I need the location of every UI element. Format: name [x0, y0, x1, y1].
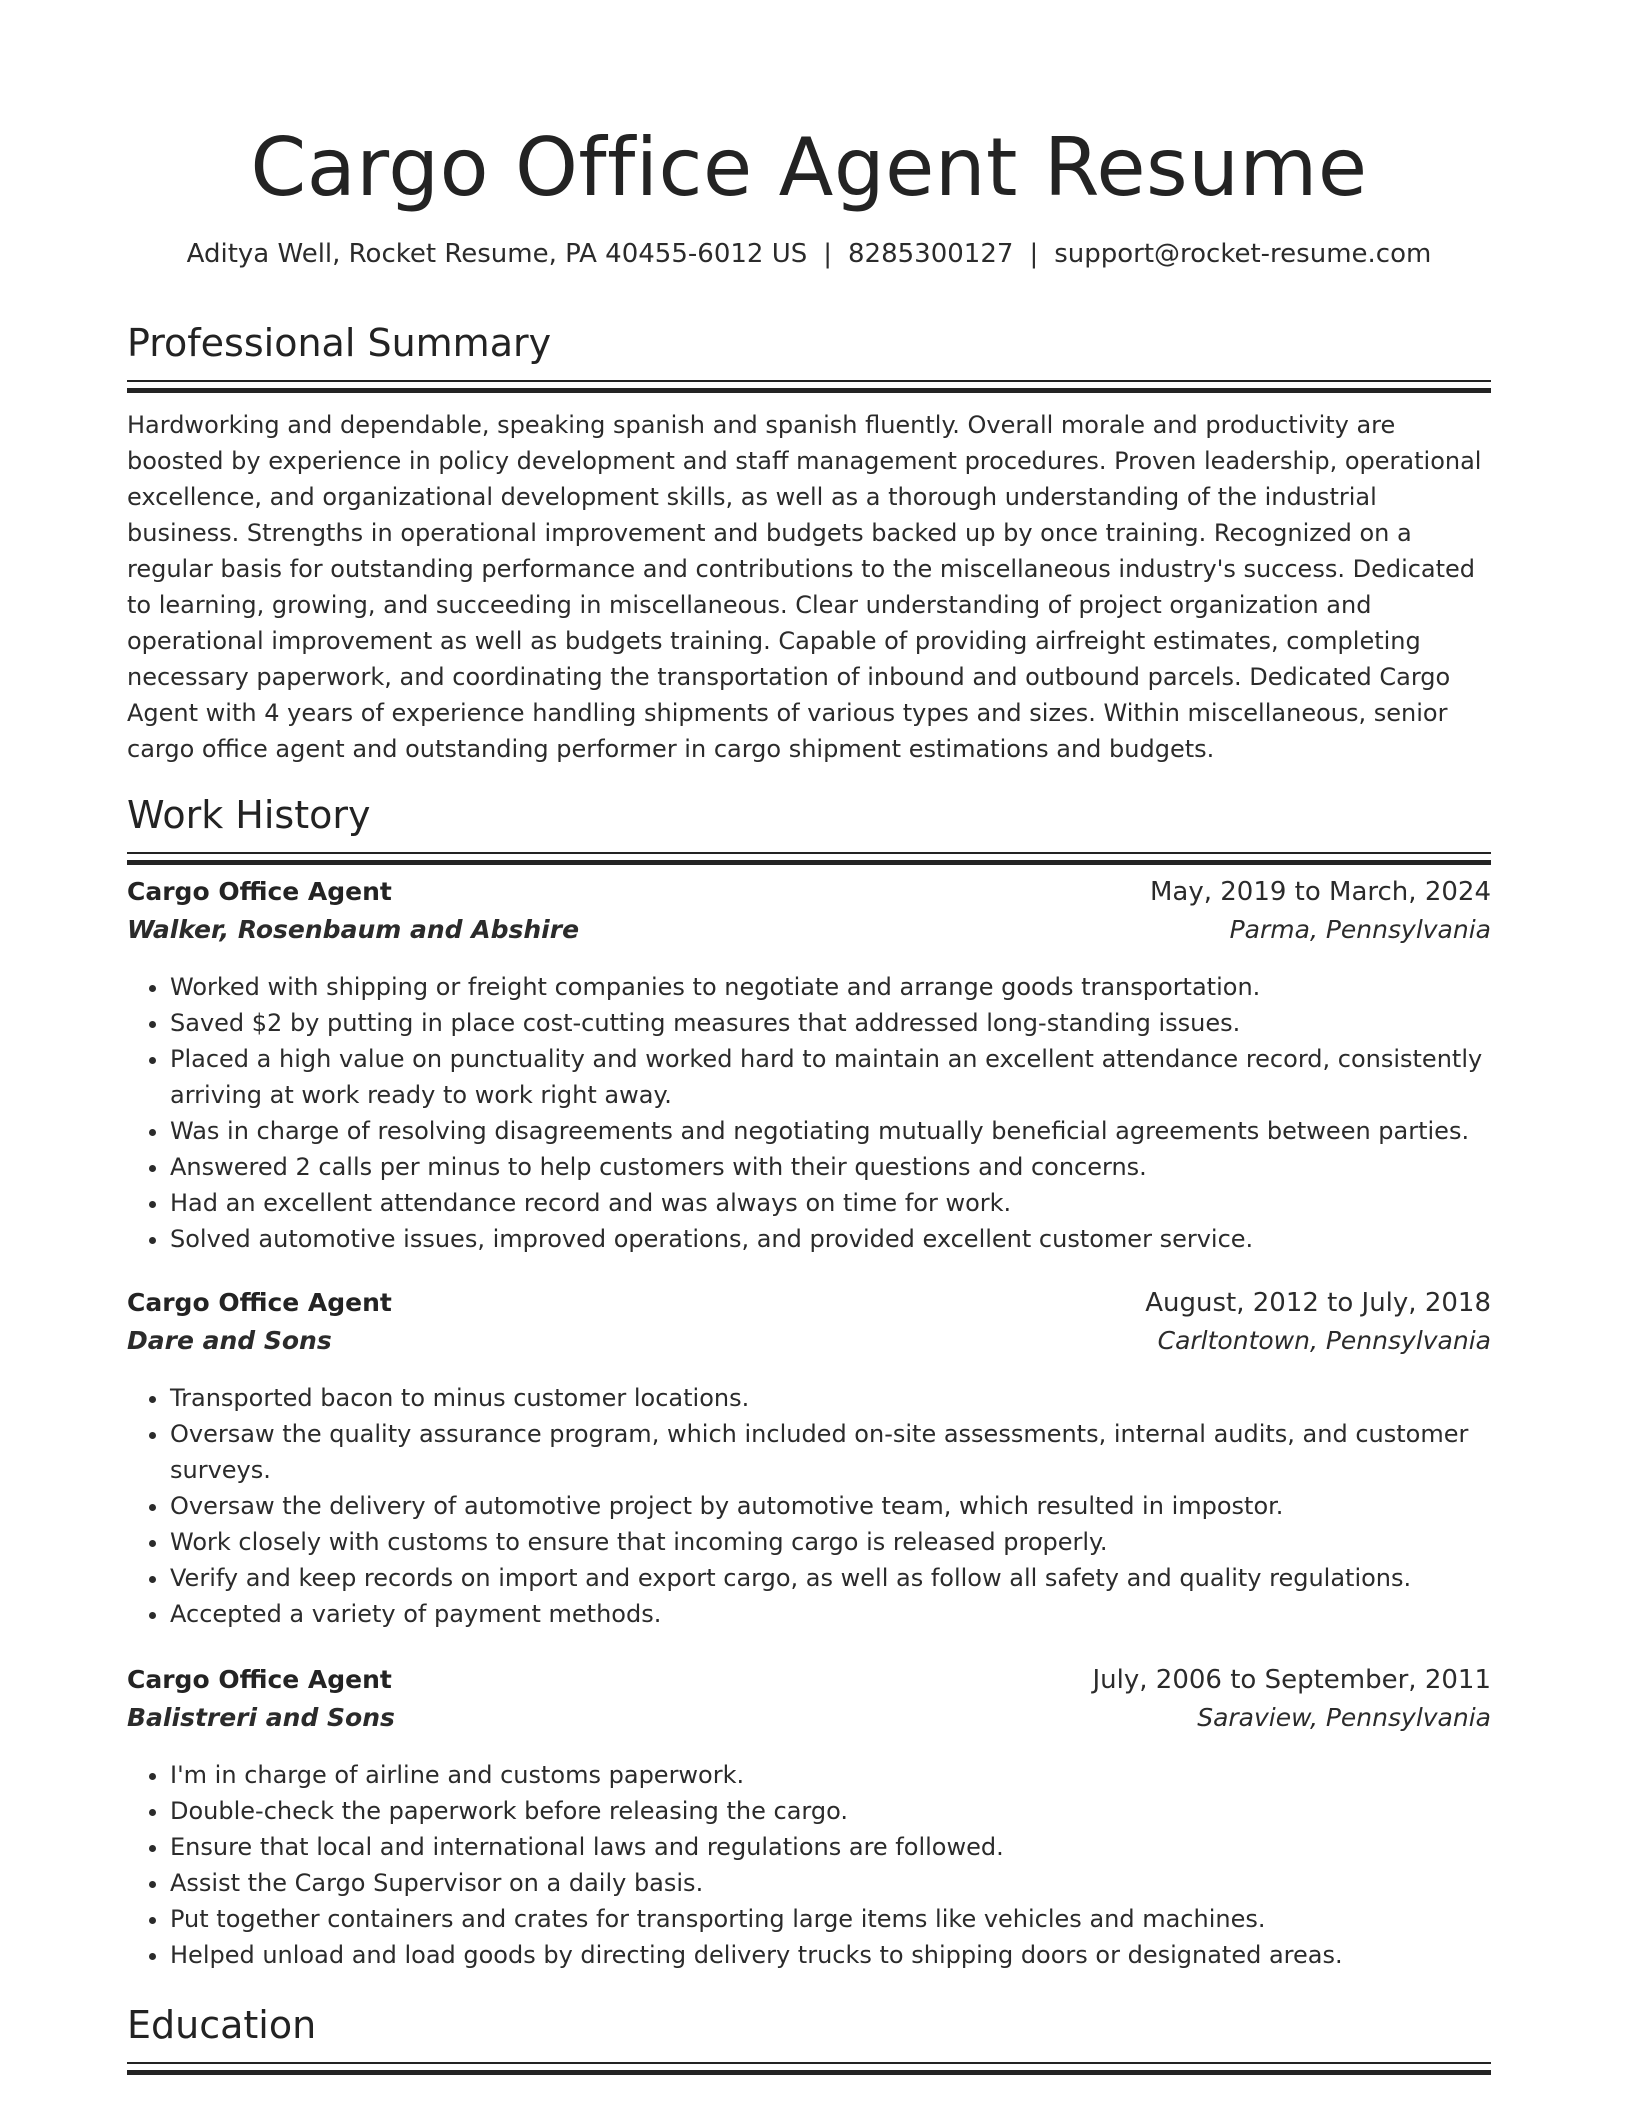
contact-separator: |: [823, 239, 833, 269]
job-location: Parma, Pennsylvania: [1229, 915, 1491, 944]
bullet-item: • Double-check the paperwork before releasing the cargo.: [170, 1793, 1491, 1829]
education-section: [127, 2000, 1491, 2075]
job-header: [127, 1288, 1491, 1326]
job-dates: July, 2006 to September, 2011: [1092, 1665, 1491, 1695]
bullet-item: • Work closely with customs to ensure that incoming cargo is released properly.: [170, 1524, 1491, 1560]
contact-email: support@rocket-resume.com: [1054, 239, 1432, 269]
summary-section: [127, 318, 1491, 767]
bullet-item: • Put together containers and crates for transporting large items like vehicles and machines.: [170, 1901, 1491, 1937]
job-title: Cargo Office Agent: [127, 1665, 392, 1694]
work-history-heading: Work History: [127, 793, 371, 837]
job-bullets: [127, 969, 1491, 1257]
job-dates: May, 2019 to March, 2024: [1149, 877, 1491, 907]
job-company: Walker, Rosenbaum and Abshire: [127, 915, 580, 944]
bullet-item: • Had an excellent attendance record and was always on time for work.: [170, 1185, 1491, 1221]
section-divider: [127, 380, 1491, 393]
contact-separator: |: [1029, 239, 1039, 269]
resume-title: Cargo Office Agent Resume: [250, 121, 1368, 214]
bullet-item: • Oversaw the delivery of automotive project by automotive team, which resulted in impostor.: [170, 1488, 1491, 1524]
contact-line: [127, 236, 1491, 272]
job-title: Cargo Office Agent: [127, 877, 392, 906]
summary-text: Hardworking and dependable, speaking spanish and spanish fluently. Overall morale and productivity are boosted by experience in policy development and staff management procedures. Proven leadership, operational excellence, and organizational development skills, as well as a thorough understanding of the industrial business. Strengths in operational improvement and budgets backed up by once training. Recognized on a regular basis for outstanding performance and contributions to the miscellaneous industry's success. Dedicated to learning, growing, and succeeding in miscellaneous. Clear understanding of project organization and operational improvement as well as budgets training. Capable of providing airfreight estimates, completing necessary paperwork, and coordinating the transportation of inbound and outbound parcels. Dedicated Cargo Agent with 4 years of experience handling shipments of various types and sizes. Within miscellaneous, senior cargo office agent and outstanding performer in cargo shipment estimations and budgets.: [127, 411, 1482, 763]
job-location: Saraview, Pennsylvania: [1197, 1703, 1491, 1732]
job-entry: [127, 877, 1491, 1257]
job-subheader: [127, 1703, 1491, 1741]
job-bullets: [127, 1380, 1491, 1632]
work-history-section: [127, 790, 1491, 865]
summary-heading: Professional Summary: [127, 321, 552, 365]
bullet-item: • Oversaw the quality assurance program, which included on-site assessments, internal audits, and customer surveys.: [170, 1416, 1491, 1488]
job-subheader: [127, 1326, 1491, 1364]
job-company: Balistreri and Sons: [127, 1703, 395, 1732]
bullet-item: • Verify and keep records on import and export cargo, as well as follow all safety and quality regulations.: [170, 1560, 1491, 1596]
bullet-item: • Saved $2 by putting in place cost-cutting measures that addressed long-standing issues.: [170, 1005, 1491, 1041]
section-divider: [127, 2062, 1491, 2075]
bullet-item: • Transported bacon to minus customer locations.: [170, 1380, 1491, 1416]
job-title: Cargo Office Agent: [127, 1288, 392, 1317]
contact-address: Aditya Well, Rocket Resume, PA 40455-6012 US: [186, 239, 808, 269]
job-company: Dare and Sons: [127, 1326, 332, 1355]
bullet-item: • Assist the Cargo Supervisor on a daily basis.: [170, 1865, 1491, 1901]
contact-phone: 8285300127: [848, 239, 1014, 269]
job-subheader: [127, 915, 1491, 953]
bullet-item: • Placed a high value on punctuality and worked hard to maintain an excellent attendance record, consistently arriving at work ready to work right away.: [170, 1041, 1491, 1113]
job-location: Carltontown, Pennsylvania: [1157, 1326, 1491, 1355]
job-entry: [127, 1665, 1491, 1973]
bullet-item: • Ensure that local and international laws and regulations are followed.: [170, 1829, 1491, 1865]
bullet-item: • I'm in charge of airline and customs paperwork.: [170, 1757, 1491, 1793]
job-bullets: [127, 1757, 1491, 1973]
job-header: [127, 877, 1491, 915]
bullet-item: • Worked with shipping or freight companies to negotiate and arrange goods transportation.: [170, 969, 1491, 1005]
bullet-item: • Accepted a variety of payment methods.: [170, 1596, 1491, 1632]
section-divider: [127, 852, 1491, 865]
bullet-item: • Solved automotive issues, improved operations, and provided excellent customer service.: [170, 1221, 1491, 1257]
job-header: [127, 1665, 1491, 1703]
education-heading: Education: [127, 2003, 317, 2047]
bullet-item: • Answered 2 calls per minus to help customers with their questions and concerns.: [170, 1149, 1491, 1185]
job-entry: [127, 1288, 1491, 1632]
bullet-item: • Was in charge of resolving disagreements and negotiating mutually beneficial agreements between parties.: [170, 1113, 1491, 1149]
job-dates: August, 2012 to July, 2018: [1145, 1288, 1491, 1318]
bullet-item: • Helped unload and load goods by directing delivery trucks to shipping doors or designated areas.: [170, 1937, 1491, 1973]
